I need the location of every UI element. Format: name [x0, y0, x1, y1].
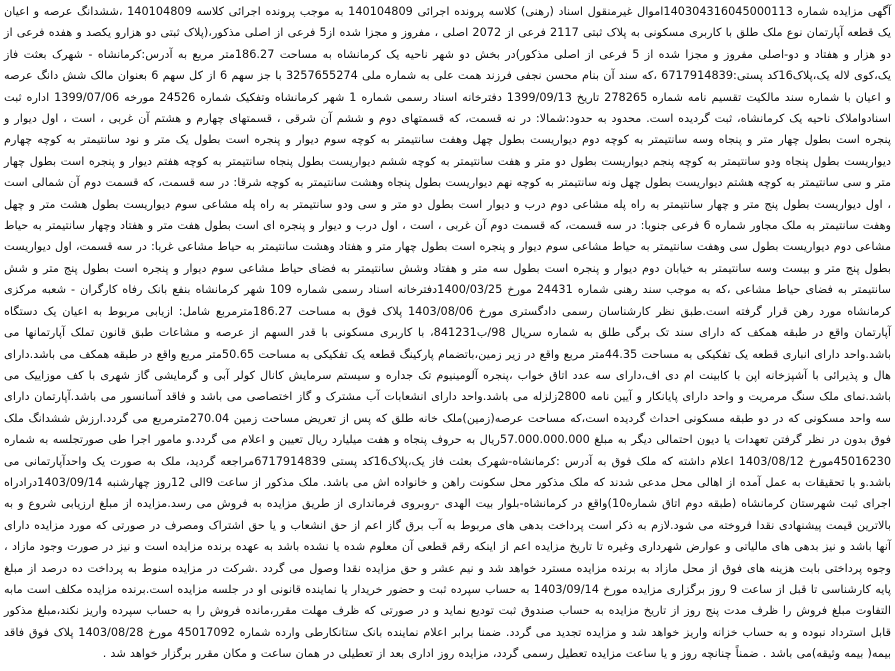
auction-notice-body: آگهی مزایده شماره 140304316045000113اموال غیرمنقول اسناد (رهنی) کلاسه پرونده اجرائی 140104809 به موجب پرونده اجرائی کلاسه 140104809 ،ششدانگ عرصه و اعیان یک قطعه آپارتمان نوع ملک طلق با کاربری مسکونی به پلاک ثبتی 2117 فرعی از 2072 اصلی ، مفروز و مجزا شده از5 فرعی از اصلی مذکور،(پلاک ثبتی دو هزارو یکصد و هفده فرعی از دو هزار و هفتاد و دو-اصلی مفروز و مجزا شده از 5 فرعی از اصلی مذکور)در بخش دو شهر ناحیه یک کرمانشاه به مساحت 186.27متر مربع به آدرس:کرمانشاه - شهرک بعثت فاز یک،کوی لاله یک،پلاک16کد پستی:6717914839 ،که سند آن بنام محسن نجفی فرزند همت علی به شماره ملی 3257655274 با جز سهم 6 از کل سهم 6 بعنوان مالک شش دانگ عرصه و اعیان با شماره سند مالکیت تقسیم نامه شماره 278265 تاریخ 1399/09/13 دفترخانه اسناد رسمی شماره 1 شهر کرمانشاه وتفکیک شماره 24526 مورخه 1399/07/06 اداره ثبت اسنادواملاک ناحیه یک کرمانشاه، ثبت گردیده است. محدود به حدود:شمالا: در نه قسمت، که قسمتهای دوم و ششم آن شرقی ، قسمتهای چهارم و هشتم آن غربی ، است ، اول دیوار و پنجره است بطول چهار متر و پنجاه وسه سانتیمتر به کوچه دوم دیواریست بطول چهل وهفت سانتیمتر به کوچه سوم دیوار و پنجره است بطول یک متر و نود سانتیمتر به کوچه چهارم دیواریست بطول پنجاه ودو سانتیمتر به کوچه پنجم دیواریست بطول دو متر و هفت سانتیمتر به کوچه ششم دیواریست بطول پنجاه سانتیمتر به کوچه هفتم دیوار و پنجره است بطول چهار متر و سی سانتیمتر به کوچه هشتم دیواریست بطول چهل ونه سانتیمتر به کوچه نهم دیواریست بطول پنجاه وهشت سانتیمتر به کوچه شرقا: در سه قسمت، که قسمت دوم آن شمالی است ، اول دیواریست بطول پنج متر و چهار سانتیمتر به راه پله مشاعی دوم درب و دیوار است بطول دو متر و سی ودو سانتیمتر به راه پله مشاعی سوم دیواریست بطول هشت متر و چهل وهفت سانتیمتر به ملک مجاور شماره 6 فرعی جنوبا: در سه قسمت، که قسمت دوم آن غربی ، است ، اول درب و دیوار و پنجره ای است بطول هفت متر و هفتاد وچهار سانتیمتر به حیاط مشاعی دوم دیواریست بطول سی وهفت سانتیمتر به حیاط مشاعی سوم دیوار و پنجره است بطول چهار متر و هفتاد وهشت سانتیمتر به حیاط مشاعی غربا: در سه قسمت، اول دیواریست بطول پنج متر و بیست وسه سانتیمتر به خیابان دوم دیوار و پنجره است بطول سه متر و هفتاد وشش سانتیمتر به فضای حیاط مشاعی سوم دیوار و پنجره است بطول پنج متر و شش سانتیمتر به فضای حیاط مشاعی ،که به موجب سند رهنی شماره 24431 مورخ 1400/03/25دفترخانه اسناد رسمی شماره 109 شهر کرمانشاه بنفع بانک رفاه کارگران - شعبه مرکزی کرمانشاه مورد رهن قرار گرفته است.طبق نظر کارشناسان رسمی دادگستری مورخ 1403/08/06 پلاک فوق به مساحت 186.27مترمربع شامل: ازیابی مربوط به اعیان یک دستگاه آپارتمان واقع در طبقه همکف که دارای سند تک برگی طلق به شماره سریال 98/ب841231، با کاربری مسکونی با قدر السهم از عرصه و مشاعات طبق قانون تملک آپارتمانها می باشد.واحد دارای انباری قطعه یک تفکیکی به مساحت 44.35متر مربع واقع در زیر زمین،باتضمام پارکینگ قطعه یک تفکیکی به مساحت 50.65متر مربع واقع در طبقه همکف می باشد.دارای هال و پذیرائی با آشپزخانه اپن با کابینت ام دی اف،دارای سه عدد اتاق خواب ،پنجره آلومینیوم تک جداره و سیستم سرمایش کانال کولر آبی و گرمایشی گاز شهری با کف موزاییک می باشد.نمای ملک سنگ مرمریت و واحد دارای پایانکار و آیین نامه 2800زلزله می باشد.واحد دارای انشعابات آب مشترک و گاز اختصاصی می باشد و فاقد آسانسور می باشد.آپارتمان دارای سه واحد مسکونی که در دو طبقه مسکونی احداث گردیده است،که مساحت عرصه(زمین)ملک خانه طلق که پس از تعریض مساحت زمین 270.04مترمربع می گردد.ارزش ششدانگ ملک فوق بدون در نظر گرفتن تعهدات یا دیون احتمالی دیگر به مبلغ 57.000.000.000ریال به حروف پنجاه و هفت میلیارد ریال تعیین و اعلام می گردد.و مامور اجرا طی صورتجلسه به شماره 45016230مورخ 1403/08/12 اعلام داشته که ملک فوق به آدرس :کرمانشاه-شهرک بعثت فاز یک،پلاک16کد پستی 6717914839مراجعه گردید، ملک به صورت یک واحدآپارتمانی می باشد.و با تحقیقات به عمل آمده از اهالی محل مدعی شدند که ملک مذکور محل سکونت راهن و خانواده اش می باشد. ملک مذکور از ساعت 9الی 12روز چهارشنبه 1403/09/14درادراه اجرای ثبت شهرستان کرمانشاه (طبقه دوم اتاق شماره10)واقع در کرمانشاه-بلوار بیت الهدی -روبروی فرمانداری از طریق مزایده به فروش می رسد.مزایده از مبلغ ارزیابی شروع و به بالاترین قیمت پیشنهادی نقدا فروخته می شود.لازم به ذکر است پرداخت بدهی های مربوط به آب برق گاز اعم از حق انشعاب و یا حق اشتراک ومصرف در صورتی که مورد مزایده دارای آنها باشد و نیز بدهی های مالیاتی و عوارض شهرداری وغیره تا تاریخ مزایده اعم از اینکه رقم قطعی آن معلوم شده یا نشده باشد به عهده برنده مزایده است و نیز در صورت وجود مازاد ، وجوه پرداختی بابت هزینه های فوق از محل مازاد به برنده مزایده مسترد خواهد شد و نیم عشر و حق مزایده نقدا وصول می گردد .شرکت در مزایده منوط به پرداخت ده درصد از مبلغ پایه کارشناسی تا قبل از ساعت 9 روز برگزاری مزایده مورخ 1403/09/14 به حساب سپرده ثبت و حضور خریدار یا نماینده قانونی او در جلسه مزایده است.برنده مزایده مکلف است مابه التفاوت مبلغ فروش را ظرف مدت پنج روز از تاریخ مزایده به حساب صندوق ثبت تودیع نماید و در صورتی که ظرف مهلت مقرر،مانده فروش را به حساب سپرده واریز نکند،مبلغ مذکور قابل استرداد نبوده و به حساب خزانه واریز خواهد شد و مزایده تجدید می گردد. ضمنا برابر اعلام نماینده بانک ستانکارطی وارده شماره 45017092 مورخ 1403/08/28 پلاک فوق فاقد بیمه( بیمه وثیقه)می باشد . ضمناً چنانچه روز و یا ساعت مزایده تعطیل رسمی گردد، مزایده روز اداری بعد از تعطیلی در همان ساعت و مکان مقرر برگزار خواهد شد . [4, 5, 892, 661]
